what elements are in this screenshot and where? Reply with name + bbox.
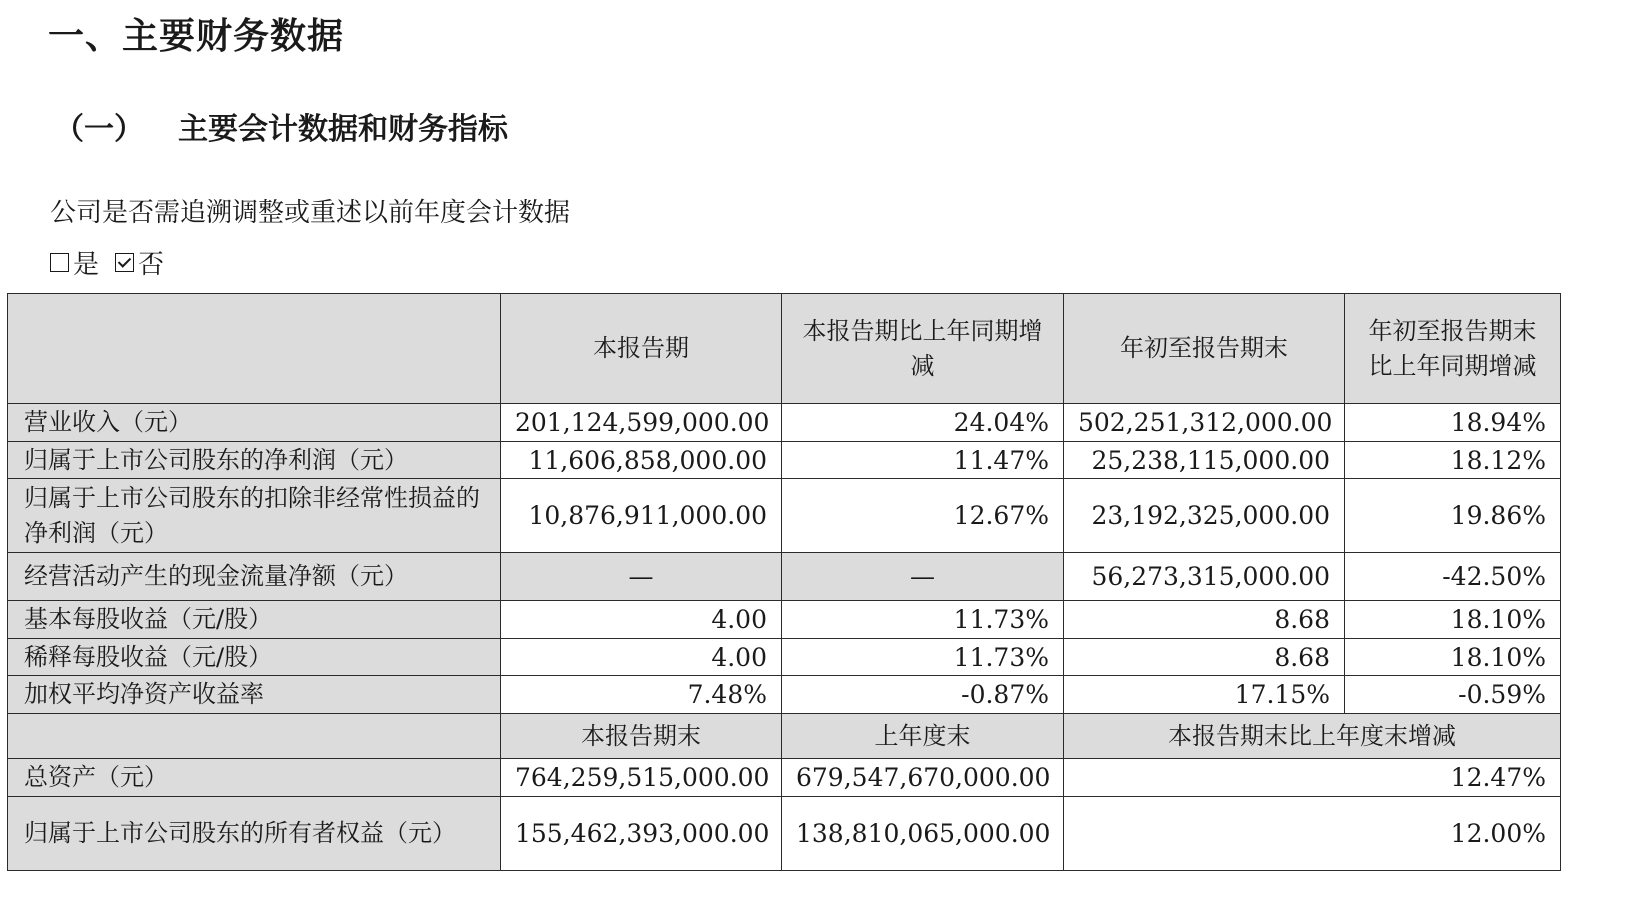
value-cell: 19.86% (1345, 479, 1561, 553)
value-cell: 18.12% (1345, 442, 1561, 479)
value-cell: 10,876,911,000.00 (501, 479, 782, 553)
header-cell: 年初至报告期末比上年同期增减 (1345, 294, 1561, 404)
subheader-cell: 本报告期末 (501, 714, 782, 759)
value-cell: 502,251,312,000.00 (1064, 404, 1345, 442)
subheader-cell: 本报告期末比上年度末增减 (1064, 714, 1561, 759)
value-cell: 155,462,393,000.00 (501, 797, 782, 871)
table-row (8, 479, 1561, 553)
subsection-text: 主要会计数据和财务指标 (178, 112, 508, 147)
value-cell: -0.87% (782, 676, 1064, 714)
table-row (8, 759, 1561, 797)
value-cell: -42.50% (1345, 553, 1561, 601)
value-cell: — (782, 553, 1064, 601)
value-cell: 24.04% (782, 404, 1064, 442)
value-cell: 4.00 (501, 601, 782, 639)
row-label: 归属于上市公司股东的净利润（元） (8, 442, 501, 479)
header-cell: 本报告期 (501, 294, 782, 404)
financial-data-table (7, 293, 1561, 871)
restatement-options (50, 244, 180, 281)
row-label: 稀释每股收益（元/股） (8, 639, 501, 676)
value-cell: 11.73% (782, 601, 1064, 639)
value-cell: 18.10% (1345, 639, 1561, 676)
value-cell: 12.47% (1064, 759, 1561, 797)
value-cell: 25,238,115,000.00 (1064, 442, 1345, 479)
value-cell: 8.68 (1064, 601, 1345, 639)
option-no[interactable] (115, 244, 164, 281)
table-subheader-row (8, 714, 1561, 759)
row-label: 加权平均净资产收益率 (8, 676, 501, 714)
row-label: 基本每股收益（元/股） (8, 601, 501, 639)
value-cell: 17.15% (1064, 676, 1345, 714)
row-label: 营业收入（元） (8, 404, 501, 442)
table-row (8, 797, 1561, 871)
table-row (8, 639, 1561, 676)
checkbox-checked-icon[interactable] (115, 253, 134, 272)
value-cell: 12.00% (1064, 797, 1561, 871)
option-no-label: 否 (138, 250, 165, 280)
subsection-title (54, 104, 508, 148)
value-cell: 8.68 (1064, 639, 1345, 676)
subheader-corner-cell (8, 714, 501, 759)
value-cell: 12.67% (782, 479, 1064, 553)
row-label: 经营活动产生的现金流量净额（元） (8, 553, 501, 601)
row-label: 总资产（元） (8, 759, 501, 797)
row-label: 归属于上市公司股东的所有者权益（元） (8, 797, 501, 871)
table-row (8, 442, 1561, 479)
value-cell: 679,547,670,000.00 (782, 759, 1064, 797)
value-cell: 764,259,515,000.00 (501, 759, 782, 797)
checkbox-unchecked-icon[interactable] (50, 253, 69, 272)
value-cell: 23,192,325,000.00 (1064, 479, 1345, 553)
value-cell: 11.47% (782, 442, 1064, 479)
header-corner-cell (8, 294, 501, 404)
value-cell: 18.10% (1345, 601, 1561, 639)
table-row (8, 404, 1561, 442)
row-label: 归属于上市公司股东的扣除非经常性损益的净利润（元） (8, 479, 501, 553)
table-header-row (8, 294, 1561, 404)
header-cell: 本报告期比上年同期增减 (782, 294, 1064, 404)
value-cell: 4.00 (501, 639, 782, 676)
value-cell: 18.94% (1345, 404, 1561, 442)
value-cell: 138,810,065,000.00 (782, 797, 1064, 871)
restatement-question: 公司是否需追溯调整或重述以前年度会计数据 (50, 198, 571, 228)
value-cell: 11.73% (782, 639, 1064, 676)
table-row (8, 601, 1561, 639)
subsection-number: （一） (54, 112, 144, 147)
value-cell: 56,273,315,000.00 (1064, 553, 1345, 601)
value-cell: 201,124,599,000.00 (501, 404, 782, 442)
value-cell: — (501, 553, 782, 601)
subheader-cell: 上年度末 (782, 714, 1064, 759)
value-cell: -0.59% (1345, 676, 1561, 714)
value-cell: 7.48% (501, 676, 782, 714)
option-yes-label: 是 (73, 250, 100, 280)
option-yes[interactable] (50, 244, 99, 281)
table-row (8, 676, 1561, 714)
section-title: 一、主要财务数据 (48, 16, 345, 57)
value-cell: 11,606,858,000.00 (501, 442, 782, 479)
table-row (8, 553, 1561, 601)
header-cell: 年初至报告期末 (1064, 294, 1345, 404)
